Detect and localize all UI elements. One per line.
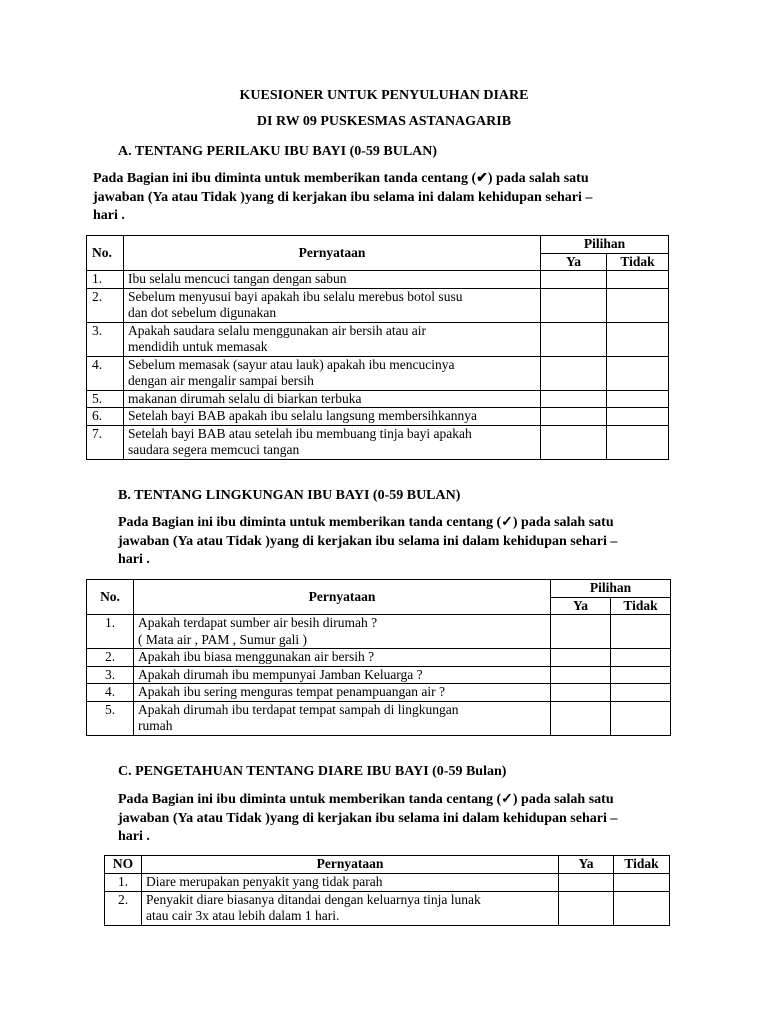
answer-no-cell[interactable] [607, 408, 669, 426]
row-statement [124, 322, 541, 356]
row-statement [134, 615, 551, 649]
answer-yes-cell[interactable] [551, 701, 611, 735]
statement-line: Diare merupakan penyakit yang tidak parah [146, 874, 383, 889]
row-number: 1. [87, 271, 124, 289]
row-number: 5. [87, 390, 124, 408]
answer-yes-cell[interactable] [559, 874, 614, 892]
table-row [87, 271, 669, 289]
statement-line: Apakah dirumah ibu terdapat tempat sampah di lingkungan [138, 701, 459, 717]
answer-no-cell[interactable] [611, 615, 671, 649]
statement-line: Sebelum memasak (sayur atau lauk) apakah ibu mencucinya [128, 356, 455, 372]
column-header-no: NO [105, 856, 142, 874]
row-number: 2. [105, 891, 142, 925]
answer-yes-cell[interactable] [551, 615, 611, 649]
answer-yes-cell[interactable] [541, 425, 607, 459]
column-header-no: No. [87, 236, 124, 271]
table-row [87, 701, 671, 735]
table-row [87, 649, 671, 667]
column-header-yes: Ya [541, 253, 607, 271]
instruction-line: hari . [118, 829, 150, 844]
row-number: 5. [87, 701, 134, 735]
table-row [87, 666, 671, 684]
row-number: 4. [87, 684, 134, 702]
table-row [87, 615, 671, 649]
statement-line: makanan dirumah selalu di biarkan terbuka [128, 390, 362, 406]
statement-line: Apakah saudara selalu menggunakan air bersih atau air [128, 322, 427, 338]
answer-yes-cell[interactable] [551, 666, 611, 684]
row-statement [124, 288, 541, 322]
row-statement [134, 649, 551, 667]
table-row [87, 356, 669, 390]
column-header-yes: Ya [559, 856, 614, 874]
section-b-heading: B. TENTANG LINGKUNGAN IBU BAYI (0-59 BULAN) [118, 488, 461, 503]
answer-yes-cell[interactable] [541, 356, 607, 390]
answer-no-cell[interactable] [614, 874, 670, 892]
table-row [87, 425, 669, 459]
answer-no-cell[interactable] [607, 390, 669, 408]
statement-line: Apakah dirumah ibu mempunyai Jamban Keluarga ? [138, 666, 423, 682]
row-statement [124, 271, 541, 289]
instruction-line: hari . [93, 208, 125, 223]
document-subtitle: DI RW 09 PUSKESMAS ASTANAGARIB [256, 114, 512, 129]
table-row [87, 390, 669, 408]
answer-yes-cell[interactable] [541, 271, 607, 289]
answer-no-cell[interactable] [611, 701, 671, 735]
row-number: 6. [87, 408, 124, 426]
row-statement [124, 356, 541, 390]
statement-line: atau cair 3x atau lebih dalam 1 hari. [146, 908, 340, 923]
instruction-line: jawaban (Ya atau Tidak )yang di kerjakan ibu selama ini dalam kehidupan sehari – [118, 533, 618, 549]
answer-yes-cell[interactable] [541, 288, 607, 322]
column-header-no-answer: Tidak [611, 597, 671, 615]
answer-yes-cell[interactable] [559, 891, 614, 925]
answer-no-cell[interactable] [611, 684, 671, 702]
row-statement [124, 390, 541, 408]
answer-yes-cell[interactable] [551, 649, 611, 667]
instruction-line: Pada Bagian ini ibu diminta untuk memberikan tanda centang (✓) pada salah satu [118, 515, 614, 530]
answer-yes-cell[interactable] [541, 322, 607, 356]
answer-no-cell[interactable] [607, 356, 669, 390]
statement-line: mendidih untuk memasak [128, 339, 268, 354]
statement-line: dengan air mengalir sampai bersih [128, 373, 314, 388]
answer-yes-cell[interactable] [551, 684, 611, 702]
table-row [87, 408, 669, 426]
row-number: 7. [87, 425, 124, 459]
instruction-line: jawaban (Ya atau Tidak )yang di kerjakan ibu selama ini dalam kehidupan sehari – [93, 189, 593, 205]
statement-line: dan dot sebelum digunakan [128, 305, 277, 320]
row-number: 3. [87, 322, 124, 356]
section-a-heading: A. TENTANG PERILAKU IBU BAYI (0-59 BULAN) [118, 144, 438, 159]
statement-line: Setelah bayi BAB atau setelah ibu membuang tinja bayi apakah [128, 425, 472, 441]
column-header-statement: Pernyataan [142, 856, 559, 874]
column-header-no-answer: Tidak [607, 253, 669, 271]
row-statement [142, 874, 559, 892]
statement-line: Penyakit diare biasanya ditandai dengan keluarnya tinja lunak [146, 891, 481, 907]
table-row [87, 684, 671, 702]
table-row [87, 288, 669, 322]
row-statement [124, 425, 541, 459]
row-statement [134, 666, 551, 684]
row-statement [134, 684, 551, 702]
instruction-line: Pada Bagian ini ibu diminta untuk memberikan tanda centang (✓) pada salah satu [118, 792, 614, 807]
section-c-heading: C. PENGETAHUAN TENTANG DIARE IBU BAYI (0-59 Bulan) [118, 764, 507, 779]
column-header-choice: Pilihan [551, 580, 671, 598]
column-header-statement: Pernyataan [124, 236, 541, 271]
answer-no-cell[interactable] [614, 891, 670, 925]
section-b-table [86, 579, 671, 736]
answer-no-cell[interactable] [607, 288, 669, 322]
column-header-statement: Pernyataan [134, 580, 551, 615]
statement-line: Apakah terdapat sumber air besih dirumah ? [138, 615, 378, 630]
column-header-yes: Ya [551, 597, 611, 615]
column-header-choice: Pilihan [541, 236, 669, 254]
answer-no-cell[interactable] [611, 666, 671, 684]
column-header-no: No. [87, 580, 134, 615]
answer-no-cell[interactable] [607, 322, 669, 356]
statement-line: rumah [138, 718, 173, 733]
row-number: 1. [105, 874, 142, 892]
table-row [105, 891, 670, 925]
instruction-line: Pada Bagian ini ibu diminta untuk memberikan tanda centang (✔) pada salah satu [93, 171, 589, 186]
answer-yes-cell[interactable] [541, 390, 607, 408]
instruction-line: jawaban (Ya atau Tidak )yang di kerjakan ibu selama ini dalam kehidupan sehari – [118, 810, 618, 826]
row-number: 4. [87, 356, 124, 390]
section-c-table [104, 855, 670, 926]
table-row [87, 322, 669, 356]
row-statement [124, 408, 541, 426]
section-b-instruction [118, 514, 698, 570]
row-number: 3. [87, 666, 134, 684]
statement-line: saudara segera memcuci tangan [128, 442, 300, 457]
answer-no-cell[interactable] [607, 425, 669, 459]
statement-line: Apakah ibu sering menguras tempat penampuangan air ? [138, 684, 446, 699]
statement-line: Sebelum menyusui bayi apakah ibu selalu merebus botol susu [128, 288, 463, 304]
section-a-table [86, 235, 669, 460]
answer-yes-cell[interactable] [541, 408, 607, 426]
row-number: 2. [87, 288, 124, 322]
answer-no-cell[interactable] [611, 649, 671, 667]
row-statement [134, 701, 551, 735]
section-c-instruction [118, 791, 698, 847]
row-number: 2. [87, 649, 134, 667]
table-row [105, 874, 670, 892]
column-header-no-answer: Tidak [614, 856, 670, 874]
document-title: KUESIONER UNTUK PENYULUHAN DIARE [239, 88, 529, 103]
statement-line: ( Mata air , PAM , Sumur gali ) [138, 631, 307, 647]
answer-no-cell[interactable] [607, 271, 669, 289]
section-a-instruction [93, 170, 693, 226]
row-number: 1. [87, 615, 134, 649]
statement-line: Ibu selalu mencuci tangan dengan sabun [128, 271, 347, 286]
instruction-line: hari . [118, 552, 150, 567]
statement-line: Apakah ibu biasa menggunakan air bersih ? [138, 649, 375, 664]
statement-line: Setelah bayi BAB apakah ibu selalu langsung membersihkannya [128, 408, 478, 423]
row-statement [142, 891, 559, 925]
